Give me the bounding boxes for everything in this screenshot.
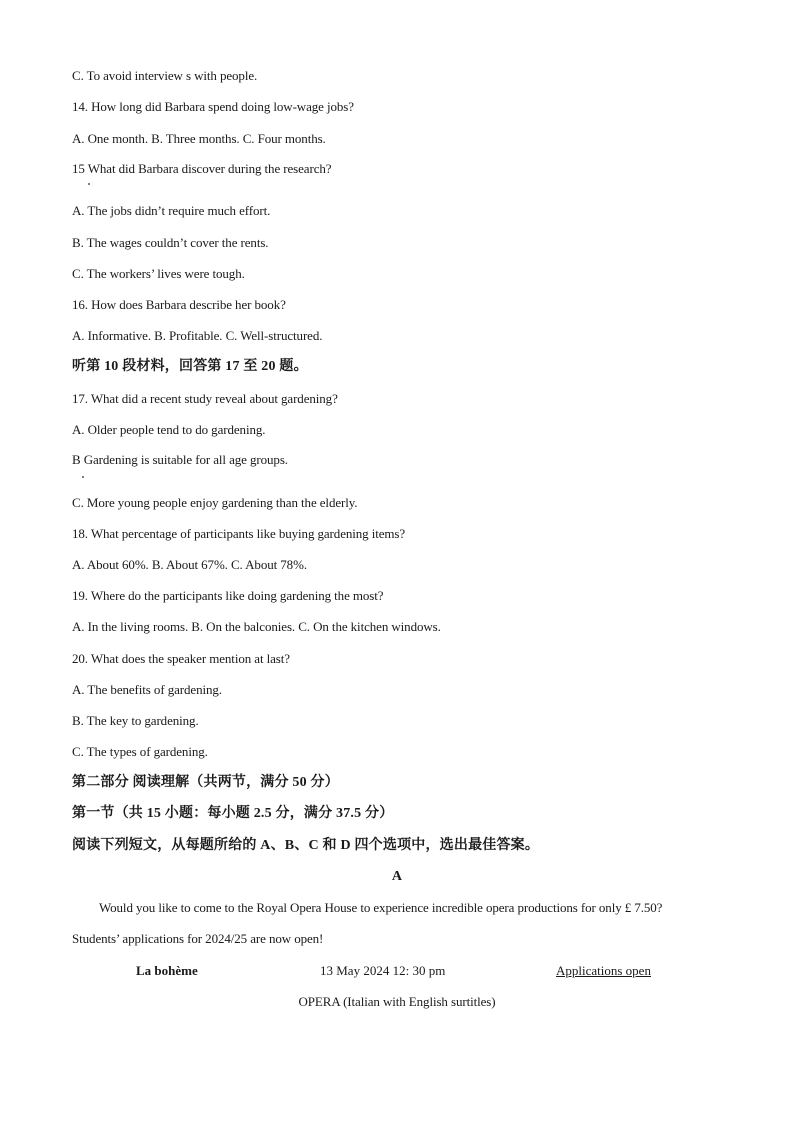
option-15c: C. The workers’ lives were tough. — [72, 266, 245, 281]
question-15: 15 What did Barbara discover during the research? — [72, 161, 332, 176]
section-one-heading: 第一节（共 15 小题：每小题 2.5 分，满分 37.5 分） — [72, 806, 394, 821]
option-20a: A. The benefits of gardening. — [72, 682, 222, 697]
part-two-heading: 第二部分 阅读理解（共两节，满分 50 分） — [72, 775, 339, 790]
passage-heading: A — [391, 869, 403, 884]
event-datetime: 13 May 2024 12: 30 pm — [320, 963, 446, 978]
options-19: A. In the living rooms. B. On the balconies. C. On the kitchen windows. — [72, 619, 441, 634]
option-15b: B. The wages couldn’t cover the rents. — [72, 235, 269, 250]
passage-line-1: Would you like to come to the Royal Opera House to experience incredible opera productions for only £ 7.50? — [99, 900, 663, 915]
event-title: La bohème — [136, 963, 198, 978]
question-14: 14. How long did Barbara spend doing low-wage jobs? — [72, 99, 354, 114]
passage-line-2: Students’ applications for 2024/25 are now open! — [72, 931, 324, 946]
option-17a: A. Older people tend to do gardening. — [72, 422, 266, 437]
question-20: 20. What does the speaker mention at last? — [72, 651, 290, 666]
option-17b: B Gardening is suitable for all age groups. — [72, 452, 288, 467]
event-subtitle: OPERA (Italian with English surtitles) — [298, 994, 496, 1009]
options-18: A. About 60%. B. About 67%. C. About 78%. — [72, 557, 307, 572]
options-14: A. One month. B. Three months. C. Four months. — [72, 131, 326, 146]
question-17: 17. What did a recent study reveal about gardening? — [72, 391, 338, 406]
option-20b: B. The key to gardening. — [72, 713, 199, 728]
question-16: 16. How does Barbara describe her book? — [72, 297, 286, 312]
option-20c: C. The types of gardening. — [72, 744, 208, 759]
reading-instruction: 阅读下列短文，从每题所给的 A、B、C 和 D 四个选项中，选出最佳答案。 — [72, 838, 540, 853]
option-13c: C. To avoid interview s with people. — [72, 68, 258, 83]
question-18: 18. What percentage of participants like buying gardening items? — [72, 526, 406, 541]
option-15a: A. The jobs didn’t require much effort. — [72, 203, 271, 218]
options-16: A. Informative. B. Profitable. C. Well-structured. — [72, 328, 323, 343]
event-status: Applications open — [556, 963, 651, 978]
stray-dot — [82, 476, 84, 478]
question-19: 19. Where do the participants like doing gardening the most? — [72, 588, 384, 603]
stray-dot — [88, 183, 90, 185]
listening-instruction: 听第 10 段材料，回答第 17 至 20 题。 — [72, 359, 308, 374]
option-17c: C. More young people enjoy gardening than the elderly. — [72, 495, 358, 510]
